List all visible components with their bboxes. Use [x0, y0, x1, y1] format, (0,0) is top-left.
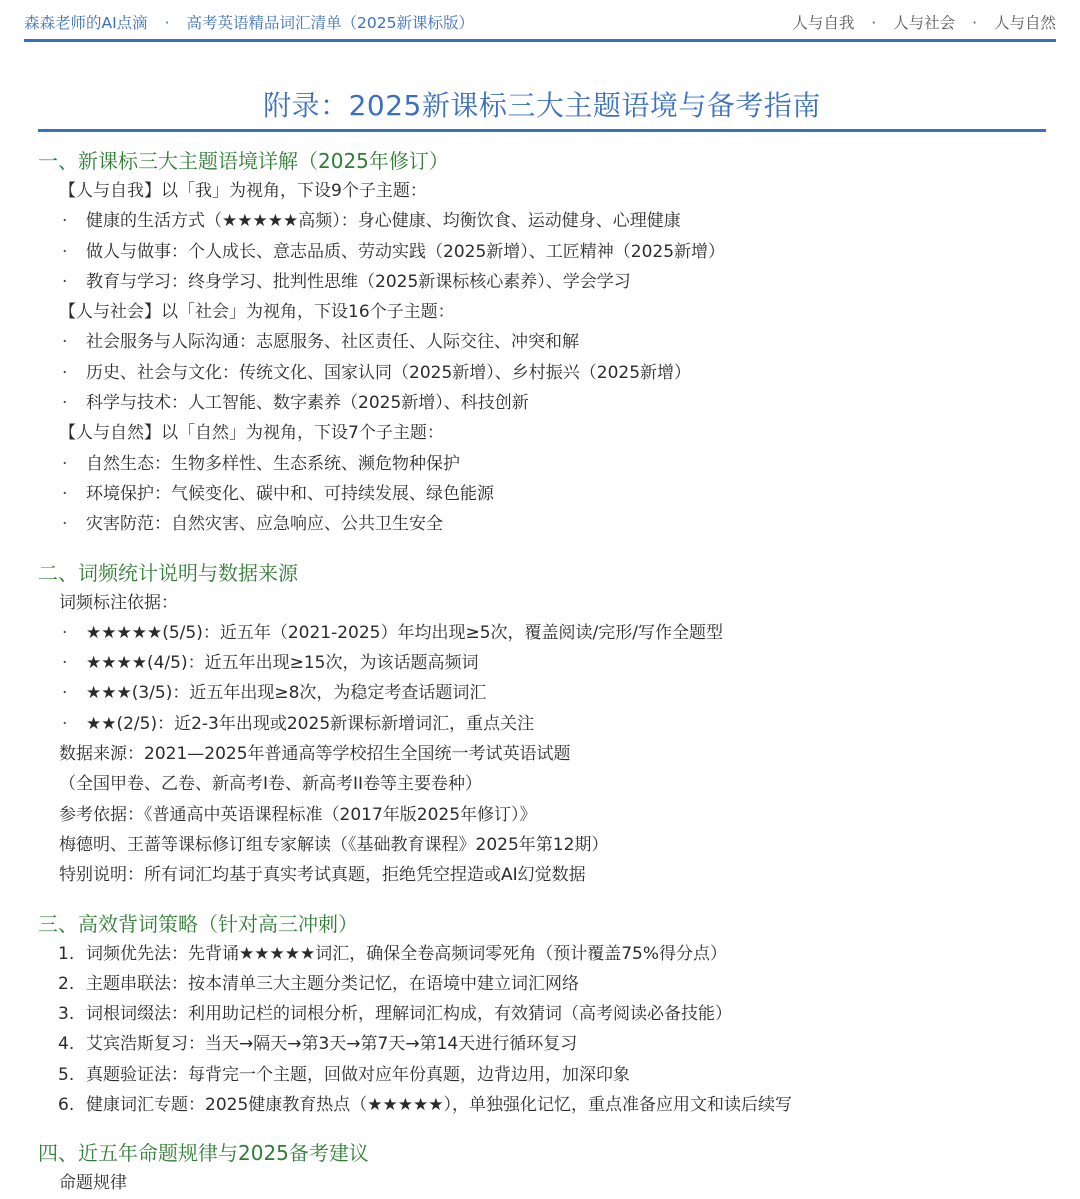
list-item: [38, 618, 1050, 648]
section-frequency: [38, 558, 1050, 891]
list-item-text: 社会服务与人际沟通：志愿服务、社区责任、人际交往、冲突和解: [86, 332, 579, 353]
list-item: [38, 449, 1050, 479]
list-item: [38, 479, 1050, 509]
item-text: 主题串联法：按本清单三大主题分类记忆，在语境中建立词汇网络: [86, 973, 579, 994]
frequency-intro: 词频标注依据：: [59, 592, 178, 613]
list-item: [38, 206, 1050, 236]
item-text: 艾宾浩斯复习：当天→隔天→第3天→第7天→第14天进行循环复习: [86, 1034, 578, 1055]
header-separator: ·: [871, 13, 877, 32]
bullet-icon: ·: [62, 332, 68, 353]
top-header-bar: [24, 8, 1056, 42]
header-separator: ·: [972, 13, 978, 32]
list-item: [38, 709, 1050, 739]
header-separator: ·: [164, 13, 170, 32]
list-item-text: 环境保护：气候变化、碳中和、可持续发展、绿色能源: [86, 483, 494, 504]
title-block: [38, 86, 1046, 132]
item-text: 真题验证法：每背完一个主题，回做对应年份真题，边背边用，加深印象: [86, 1064, 630, 1085]
list-item-text: 历史、社会与文化：传统文化、国家认同（2025新增）、乡村振兴（2025新增）: [86, 362, 692, 383]
bullet-icon: ·: [62, 393, 68, 414]
list-item: [38, 509, 1050, 539]
list-item: [38, 678, 1050, 708]
numbered-item: [38, 999, 1050, 1029]
item-number: 3.: [58, 1004, 75, 1025]
bullet-icon: ·: [62, 683, 68, 704]
special-note: 特别说明：所有词汇均基于真实考试真题，拒绝凭空捏造或AI幻觉数据: [59, 865, 586, 886]
item-number: 5.: [58, 1064, 75, 1085]
item-number: 4.: [58, 1034, 75, 1055]
list-item-text: 做人与做事：个人成长、意志品质、劳动实践（2025新增）、工匠精神（2025新增）: [86, 241, 726, 262]
document-body: [38, 146, 1050, 1199]
bullet-icon: ·: [62, 211, 68, 232]
bullet-icon: ·: [62, 653, 68, 674]
list-item: [38, 388, 1050, 418]
bullet-icon: ·: [62, 362, 68, 383]
theme-intro-nature: 【人与自然】以「自然」为视角，下设7个子主题：: [59, 423, 444, 444]
section-heading: 二、词频统计说明与数据来源: [38, 560, 298, 585]
bullet-icon: ·: [62, 713, 68, 734]
list-item-text: 灾害防范：自然灾害、应急响应、公共卫生安全: [86, 514, 443, 535]
list-item-text: ★★(2/5)：近2-3年出现或2025新课标新增词汇，重点关注: [86, 713, 535, 734]
list-item-text: ★★★(3/5)：近五年出现≥8次，为稳定考查话题词汇: [86, 683, 487, 704]
data-source-note: （全国甲卷、乙卷、新高考I卷、新高考II卷等主要卷种）: [59, 774, 483, 795]
list-item-text: 健康的生活方式（★★★★★高频）：身心健康、均衡饮食、运动健身、心理健康: [86, 211, 681, 232]
header-theme-nature: 人与自然: [993, 13, 1056, 32]
list-item-text: 科学与技术：人工智能、数字素养（2025新增）、科技创新: [86, 393, 529, 414]
theme-intro-self: 【人与自我】以「我」为视角，下设9个子主题：: [59, 181, 427, 201]
numbered-item: [38, 939, 1050, 969]
page-title: 附录：2025新课标三大主题语境与备考指南: [263, 89, 821, 122]
section-heading: 四、近五年命题规律与2025备考建议: [38, 1141, 369, 1166]
list-item-text: 自然生态：生物多样性、生态系统、濒危物种保护: [86, 453, 460, 474]
header-brand: 森森老师的AI点滴: [24, 13, 148, 32]
bullet-icon: ·: [62, 483, 68, 504]
list-item: [38, 267, 1050, 297]
list-item-text: ★★★★(4/5)：近五年出现≥15次，为该话题高频词: [86, 653, 479, 674]
header-theme-society: 人与社会: [893, 13, 956, 32]
numbered-item: [38, 1060, 1050, 1090]
list-item: [38, 358, 1050, 388]
numbered-item: [38, 1090, 1050, 1120]
list-item: [38, 237, 1050, 267]
header-right-themes: [792, 11, 1056, 33]
item-number: 6.: [58, 1095, 75, 1116]
reference-note: 参考依据：《普通高中英语课程标准（2017年版2025年修订）》: [59, 804, 537, 825]
list-item-text: ★★★★★(5/5)：近五年（2021-2025）年均出现≥5次，覆盖阅读/完形/写作全题型: [86, 622, 724, 643]
item-text: 词根词缀法：利用助记栏的词根分析，理解词汇构成，有效猜词（高考阅读必备技能）: [86, 1004, 732, 1025]
theme-intro-society: 【人与社会】以「社会」为视角，下设16个子主题：: [59, 302, 455, 323]
section-strategy: [38, 909, 1050, 1121]
item-number: 2.: [58, 973, 75, 994]
item-text: 词频优先法：先背诵★★★★★词汇，确保全卷高频词零死角（预计覆盖75%得分点）: [86, 943, 727, 964]
header-document-name: 高考英语精品词汇清单（2025新课标版）: [186, 13, 474, 32]
bullet-icon: ·: [62, 622, 68, 643]
section-themes: [38, 146, 1050, 540]
list-item-text: 教育与学习：终身学习、批判性思维（2025新课标核心素养）、学会学习: [86, 271, 631, 292]
section-exam-patterns: [38, 1138, 1050, 1198]
section-heading: 一、新课标三大主题语境详解（2025年修订）: [38, 149, 449, 173]
item-number: 1.: [58, 943, 75, 964]
numbered-item: [38, 1029, 1050, 1059]
header-left: [24, 11, 474, 33]
subsection-label: 命题规律: [59, 1173, 127, 1194]
list-item: [38, 327, 1050, 357]
list-item: [38, 648, 1050, 678]
bullet-icon: ·: [62, 514, 68, 535]
bullet-icon: ·: [62, 241, 68, 262]
reference-note: 梅德明、王蔷等课标修订组专家解读（《基础教育课程》2025年第12期）: [59, 834, 609, 855]
header-theme-self: 人与自我: [792, 13, 855, 32]
item-text: 健康词汇专题：2025健康教育热点（★★★★★），单独强化记忆，重点准备应用文和读后续写: [86, 1095, 792, 1116]
numbered-item: [38, 969, 1050, 999]
data-source-note: 数据来源：2021—2025年普通高等学校招生全国统一考试英语试题: [59, 744, 571, 765]
section-heading: 三、高效背词策略（针对高三冲刺）: [38, 911, 358, 936]
bullet-icon: ·: [62, 271, 68, 292]
bullet-icon: ·: [62, 453, 68, 474]
